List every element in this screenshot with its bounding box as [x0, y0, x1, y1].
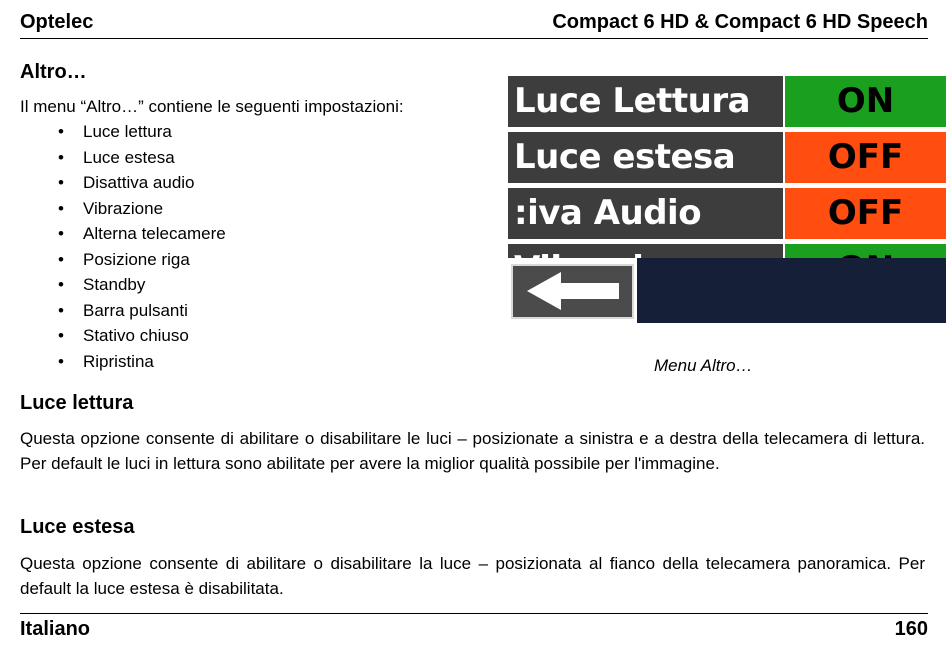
- menu-row-toggle: ON: [785, 76, 946, 127]
- menu-row-luce-estesa: [508, 132, 946, 183]
- list-item: • Standby: [20, 274, 226, 300]
- luce-estesa-body: Questa opzione consente di abilitare o disabilitare la luce – posizionata al fianco della telecamera panoramica. Per default la luce estesa è disabilitata.: [20, 554, 925, 598]
- menu-row-toggle: OFF: [785, 132, 946, 183]
- luce-lettura-body: Questa opzione consente di abilitare o disabilitare le luci – posizionate a sinistra e a destra della telecamera di lettura. Per default le luci in lettura sono abilitate per avere la miglior qualità possibile per l'immagine.: [20, 429, 925, 473]
- section-title-luce-lettura: Luce lettura: [20, 392, 134, 414]
- list-item: • Stativo chiuso: [20, 325, 226, 351]
- menu-row-luce-lettura: [508, 76, 946, 127]
- menu-row-label: Luce Lettura: [508, 76, 783, 127]
- header-product: Compact 6 HD & Compact 6 HD Speech: [552, 11, 928, 33]
- menu-footer-bar: [637, 258, 946, 323]
- header-brand: Optelec: [20, 11, 94, 33]
- list-item: • Posizione riga: [20, 249, 226, 275]
- menu-row-label: :iva Audio: [508, 188, 783, 239]
- footer-rule: [20, 613, 928, 614]
- menu-row-toggle: OFF: [785, 188, 946, 239]
- list-item: • Alterna telecamere: [20, 223, 226, 249]
- header-rule: [20, 38, 928, 39]
- page-number: 160: [894, 618, 928, 640]
- figure-caption: Menu Altro…: [654, 356, 753, 375]
- list-item: • Vibrazione: [20, 198, 226, 224]
- menu-row-label: Luce estesa: [508, 132, 783, 183]
- section-title-altro: Altro…: [20, 61, 87, 83]
- back-button: [511, 264, 634, 319]
- list-item: • Luce estesa: [20, 147, 226, 173]
- list-item: • Barra pulsanti: [20, 300, 226, 326]
- footer-language: Italiano: [20, 618, 91, 640]
- list-item: • Luce lettura: [20, 121, 226, 147]
- altro-menu-screenshot: [508, 76, 946, 323]
- section-title-luce-estesa: Luce estesa: [20, 516, 135, 538]
- menu-row-disattiva-audio: [508, 188, 946, 239]
- altro-intro: Il menu “Altro…” contiene le seguenti impostazioni:: [20, 97, 404, 116]
- list-item: • Ripristina: [20, 351, 226, 377]
- list-item: • Disattiva audio: [20, 172, 226, 198]
- altro-settings-list: [20, 121, 226, 376]
- arrow-left-icon: [513, 266, 632, 317]
